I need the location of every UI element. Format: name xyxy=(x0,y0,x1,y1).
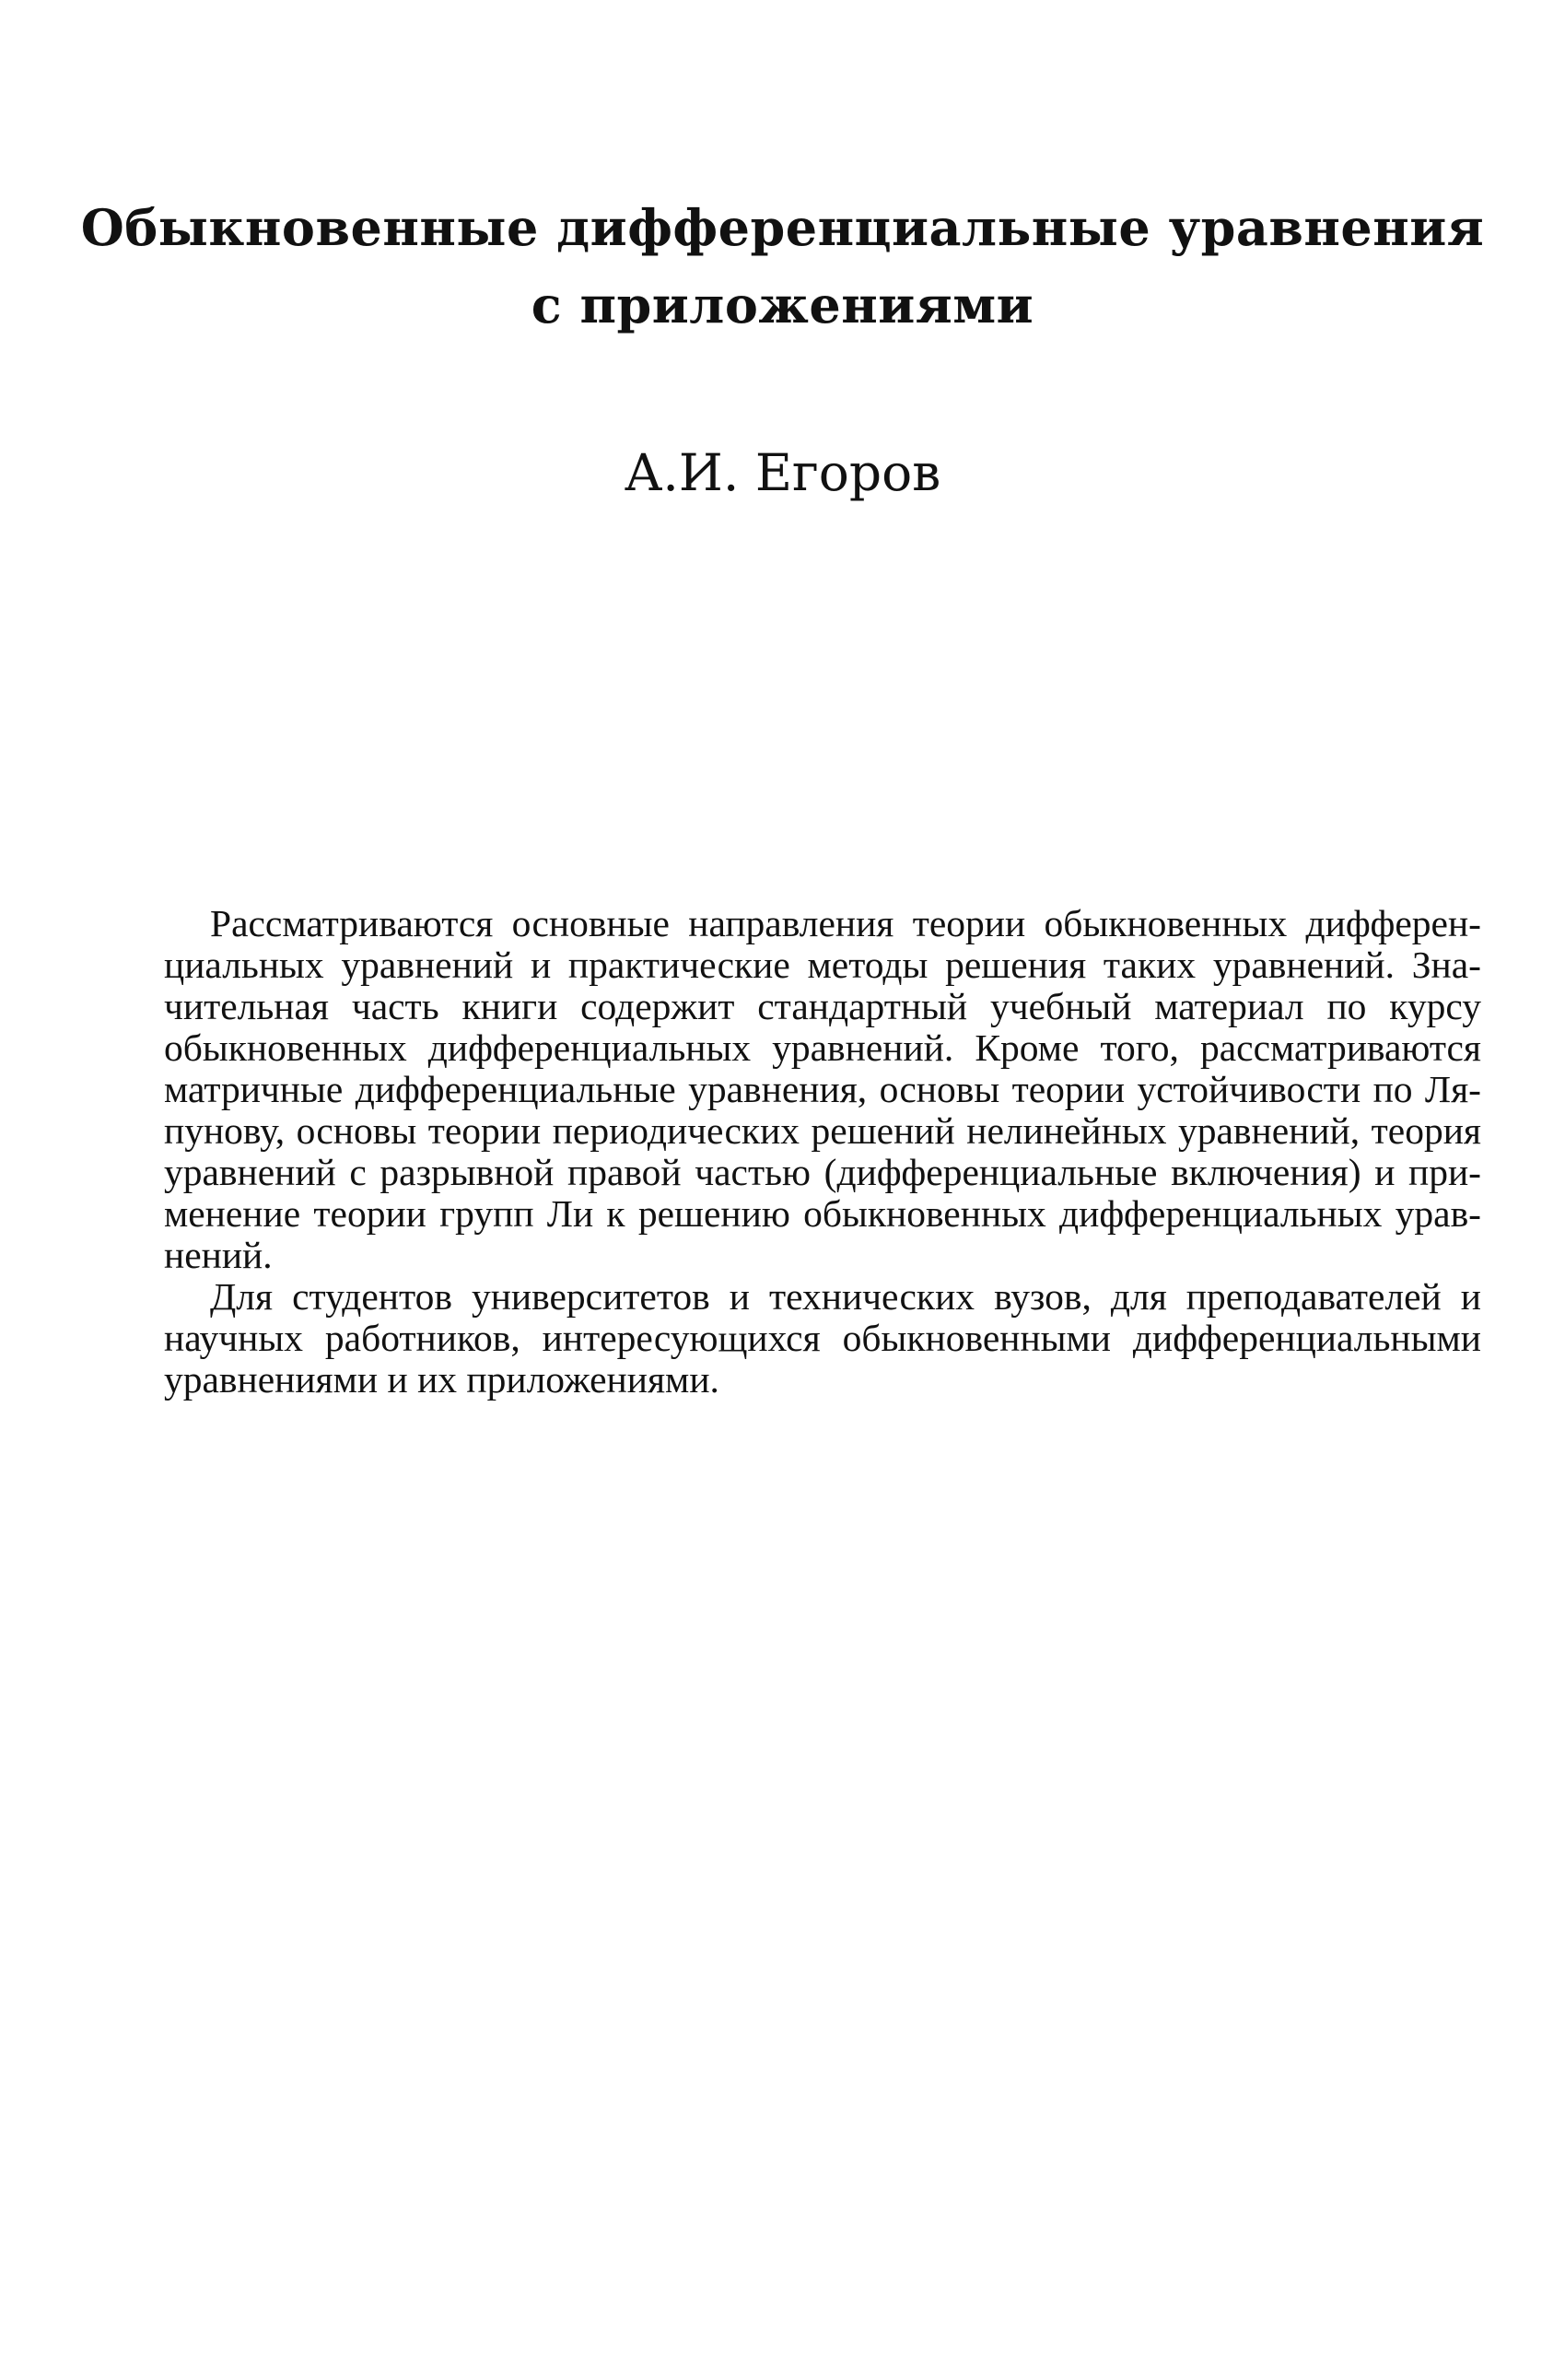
book-title-line-1: Обыкновенные дифференциальные уравнения xyxy=(80,198,1485,257)
abstract-line: матричные дифференциальные уравнения, основы теории устойчивости по Ля- xyxy=(164,1068,1481,1110)
book-title-line-2: с приложениями xyxy=(531,276,1034,334)
book-abstract xyxy=(164,903,1481,1401)
abstract-paragraph-2 xyxy=(164,1276,1481,1401)
abstract-line: уравнений с разрывной правой частью (дифференциальные включения) и при- xyxy=(164,1151,1481,1193)
abstract-line: циальных уравнений и практические методы решения таких уравнений. Зна- xyxy=(164,944,1481,986)
abstract-line: менение теории групп Ли к решению обыкновенных дифференциальных урав- xyxy=(164,1192,1481,1235)
abstract-line: Для студентов университетов и технических вузов, для преподавателей и xyxy=(210,1275,1481,1318)
abstract-line: обыкновенных дифференциальных уравнений. Кроме того, рассматриваются xyxy=(164,1026,1481,1069)
abstract-line: нений. xyxy=(164,1234,273,1276)
abstract-line: научных работников, интересующихся обыкновенными дифференциальными xyxy=(164,1317,1481,1359)
abstract-line: уравнениями и их приложениями. xyxy=(164,1358,719,1401)
abstract-line: пунову, основы теории периодических решений нелинейных уравнений, теория xyxy=(164,1109,1481,1152)
abstract-paragraph-1 xyxy=(164,903,1481,1276)
abstract-line: чительная часть книги содержит стандартный учебный материал по курсу xyxy=(164,985,1481,1027)
book-title xyxy=(0,189,1565,344)
abstract-line: Рассматриваются основные направления теории обыкновенных дифферен- xyxy=(210,902,1481,944)
book-author: А.И. Егоров xyxy=(624,443,941,502)
